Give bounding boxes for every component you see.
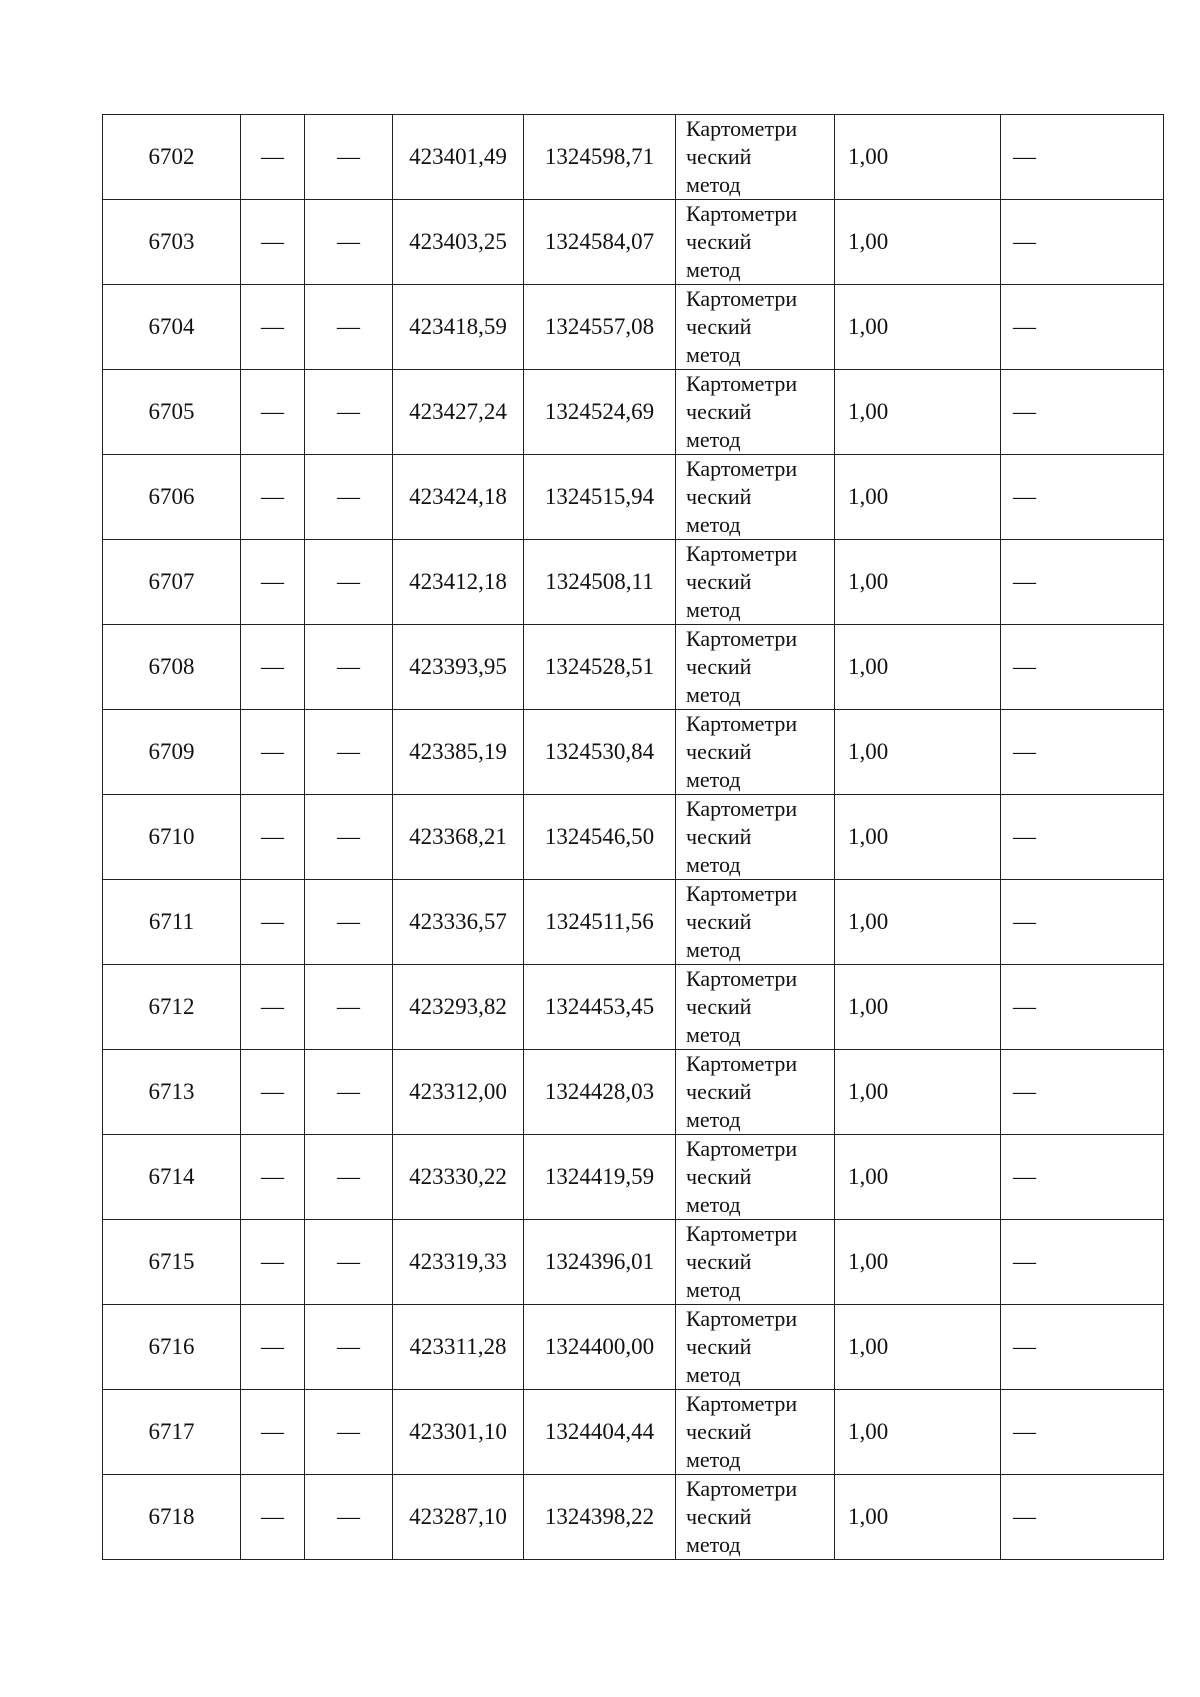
method-text-line: Картометри	[686, 626, 798, 651]
method-text-line: Картометри	[686, 371, 798, 396]
point-number-cell: 6703	[103, 200, 241, 285]
method-text-line: метод	[686, 597, 741, 622]
accuracy-cell: 1,00	[835, 625, 1001, 710]
x-coordinate-cell: 423293,82	[393, 965, 524, 1050]
method-text-line: Картометри	[686, 201, 798, 226]
method-text-line: ческий	[686, 739, 752, 764]
accuracy-cell: 1,00	[835, 710, 1001, 795]
method-cell	[676, 455, 835, 540]
y-coordinate-cell: 1324398,22	[524, 1475, 676, 1560]
description-cell: —	[1001, 285, 1164, 370]
accuracy-cell: 1,00	[835, 965, 1001, 1050]
method-text-line: ческий	[686, 399, 752, 424]
accuracy-cell: 1,00	[835, 285, 1001, 370]
empty-value-cell: —	[241, 285, 305, 370]
method-text-line: Картометри	[686, 541, 798, 566]
method-text-line: ческий	[686, 1504, 752, 1529]
table-row	[103, 880, 1164, 965]
empty-value-cell: —	[241, 1475, 305, 1560]
description-cell: —	[1001, 1305, 1164, 1390]
method-text-line: метод	[686, 1192, 741, 1217]
method-cell	[676, 370, 835, 455]
method-text-line: метод	[686, 1447, 741, 1472]
empty-value-cell: —	[305, 370, 393, 455]
y-coordinate-cell: 1324598,71	[524, 115, 676, 200]
accuracy-cell: 1,00	[835, 370, 1001, 455]
empty-value-cell: —	[305, 285, 393, 370]
table-row	[103, 115, 1164, 200]
method-text-line: ческий	[686, 994, 752, 1019]
empty-value-cell: —	[241, 965, 305, 1050]
method-text-line: Картометри	[686, 456, 798, 481]
x-coordinate-cell: 423412,18	[393, 540, 524, 625]
method-text-line: Картометри	[686, 966, 798, 991]
table-row	[103, 1135, 1164, 1220]
method-cell	[676, 115, 835, 200]
point-number-cell: 6709	[103, 710, 241, 795]
empty-value-cell: —	[305, 1305, 393, 1390]
table-row	[103, 540, 1164, 625]
description-cell: —	[1001, 625, 1164, 710]
point-number-cell: 6704	[103, 285, 241, 370]
description-cell: —	[1001, 1050, 1164, 1135]
description-cell: —	[1001, 1220, 1164, 1305]
method-text-line: Картометри	[686, 711, 798, 736]
y-coordinate-cell: 1324508,11	[524, 540, 676, 625]
method-text-line: метод	[686, 1277, 741, 1302]
empty-value-cell: —	[305, 115, 393, 200]
method-text-line: метод	[686, 427, 741, 452]
accuracy-cell: 1,00	[835, 795, 1001, 880]
table-row	[103, 1050, 1164, 1135]
point-number-cell: 6708	[103, 625, 241, 710]
x-coordinate-cell: 423403,25	[393, 200, 524, 285]
empty-value-cell: —	[305, 200, 393, 285]
empty-value-cell: —	[305, 710, 393, 795]
method-cell	[676, 540, 835, 625]
table-row	[103, 200, 1164, 285]
x-coordinate-cell: 423287,10	[393, 1475, 524, 1560]
empty-value-cell: —	[241, 880, 305, 965]
method-cell	[676, 200, 835, 285]
empty-value-cell: —	[305, 1220, 393, 1305]
y-coordinate-cell: 1324515,94	[524, 455, 676, 540]
accuracy-cell: 1,00	[835, 540, 1001, 625]
method-text-line: ческий	[686, 824, 752, 849]
method-text-line: метод	[686, 512, 741, 537]
description-cell: —	[1001, 1390, 1164, 1475]
method-cell	[676, 965, 835, 1050]
method-text-line: Картометри	[686, 1391, 798, 1416]
x-coordinate-cell: 423393,95	[393, 625, 524, 710]
y-coordinate-cell: 1324528,51	[524, 625, 676, 710]
table-row	[103, 1305, 1164, 1390]
y-coordinate-cell: 1324400,00	[524, 1305, 676, 1390]
method-text-line: Картометри	[686, 1051, 798, 1076]
empty-value-cell: —	[241, 455, 305, 540]
empty-value-cell: —	[305, 795, 393, 880]
accuracy-cell: 1,00	[835, 1390, 1001, 1475]
method-cell	[676, 795, 835, 880]
table-row	[103, 370, 1164, 455]
point-number-cell: 6705	[103, 370, 241, 455]
point-number-cell: 6717	[103, 1390, 241, 1475]
table-row	[103, 1475, 1164, 1560]
x-coordinate-cell: 423424,18	[393, 455, 524, 540]
method-text-line: ческий	[686, 229, 752, 254]
method-text-line: метод	[686, 937, 741, 962]
accuracy-cell: 1,00	[835, 1220, 1001, 1305]
x-coordinate-cell: 423311,28	[393, 1305, 524, 1390]
x-coordinate-cell: 423312,00	[393, 1050, 524, 1135]
x-coordinate-cell: 423418,59	[393, 285, 524, 370]
empty-value-cell: —	[305, 1475, 393, 1560]
method-cell	[676, 285, 835, 370]
x-coordinate-cell: 423427,24	[393, 370, 524, 455]
method-text-line: ческий	[686, 314, 752, 339]
method-cell	[676, 880, 835, 965]
x-coordinate-cell: 423301,10	[393, 1390, 524, 1475]
table-row	[103, 285, 1164, 370]
table-row	[103, 710, 1164, 795]
accuracy-cell: 1,00	[835, 1050, 1001, 1135]
method-text-line: метод	[686, 682, 741, 707]
empty-value-cell: —	[241, 200, 305, 285]
method-text-line: метод	[686, 1532, 741, 1557]
description-cell: —	[1001, 200, 1164, 285]
point-number-cell: 6702	[103, 115, 241, 200]
method-text-line: ческий	[686, 144, 752, 169]
empty-value-cell: —	[305, 625, 393, 710]
empty-value-cell: —	[241, 1390, 305, 1475]
method-cell	[676, 1135, 835, 1220]
accuracy-cell: 1,00	[835, 1305, 1001, 1390]
empty-value-cell: —	[241, 1305, 305, 1390]
table-body	[103, 115, 1164, 1560]
y-coordinate-cell: 1324428,03	[524, 1050, 676, 1135]
description-cell: —	[1001, 710, 1164, 795]
method-text-line: Картометри	[686, 1221, 798, 1246]
method-text-line: ческий	[686, 654, 752, 679]
method-text-line: ческий	[686, 1079, 752, 1104]
table-row	[103, 795, 1164, 880]
empty-value-cell: —	[241, 115, 305, 200]
method-text-line: Картометри	[686, 286, 798, 311]
method-text-line: Картометри	[686, 1476, 798, 1501]
method-text-line: ческий	[686, 1334, 752, 1359]
empty-value-cell: —	[305, 1050, 393, 1135]
point-number-cell: 6706	[103, 455, 241, 540]
method-cell	[676, 1220, 835, 1305]
accuracy-cell: 1,00	[835, 880, 1001, 965]
empty-value-cell: —	[305, 1390, 393, 1475]
x-coordinate-cell: 423319,33	[393, 1220, 524, 1305]
table-row	[103, 625, 1164, 710]
empty-value-cell: —	[241, 540, 305, 625]
y-coordinate-cell: 1324584,07	[524, 200, 676, 285]
empty-value-cell: —	[241, 1135, 305, 1220]
coordinates-table	[102, 114, 1164, 1560]
table-row	[103, 455, 1164, 540]
accuracy-cell: 1,00	[835, 1135, 1001, 1220]
point-number-cell: 6714	[103, 1135, 241, 1220]
method-cell	[676, 710, 835, 795]
accuracy-cell: 1,00	[835, 1475, 1001, 1560]
x-coordinate-cell: 423330,22	[393, 1135, 524, 1220]
empty-value-cell: —	[305, 1135, 393, 1220]
accuracy-cell: 1,00	[835, 115, 1001, 200]
method-text-line: метод	[686, 1022, 741, 1047]
x-coordinate-cell: 423336,57	[393, 880, 524, 965]
description-cell: —	[1001, 880, 1164, 965]
empty-value-cell: —	[241, 370, 305, 455]
empty-value-cell: —	[241, 795, 305, 880]
x-coordinate-cell: 423368,21	[393, 795, 524, 880]
description-cell: —	[1001, 1135, 1164, 1220]
method-text-line: ческий	[686, 1249, 752, 1274]
method-text-line: метод	[686, 342, 741, 367]
method-cell	[676, 1390, 835, 1475]
empty-value-cell: —	[241, 625, 305, 710]
method-text-line: ческий	[686, 909, 752, 934]
method-text-line: Картометри	[686, 1136, 798, 1161]
empty-value-cell: —	[305, 540, 393, 625]
y-coordinate-cell: 1324524,69	[524, 370, 676, 455]
point-number-cell: 6713	[103, 1050, 241, 1135]
table-row	[103, 965, 1164, 1050]
empty-value-cell: —	[305, 455, 393, 540]
method-cell	[676, 1050, 835, 1135]
method-cell	[676, 1475, 835, 1560]
table-row	[103, 1220, 1164, 1305]
method-text-line: метод	[686, 1362, 741, 1387]
method-text-line: ческий	[686, 484, 752, 509]
method-cell	[676, 625, 835, 710]
empty-value-cell: —	[241, 710, 305, 795]
point-number-cell: 6710	[103, 795, 241, 880]
point-number-cell: 6716	[103, 1305, 241, 1390]
point-number-cell: 6712	[103, 965, 241, 1050]
method-text-line: метод	[686, 1107, 741, 1132]
y-coordinate-cell: 1324511,56	[524, 880, 676, 965]
method-cell	[676, 1305, 835, 1390]
point-number-cell: 6711	[103, 880, 241, 965]
x-coordinate-cell: 423385,19	[393, 710, 524, 795]
point-number-cell: 6707	[103, 540, 241, 625]
empty-value-cell: —	[305, 880, 393, 965]
empty-value-cell: —	[241, 1220, 305, 1305]
point-number-cell: 6718	[103, 1475, 241, 1560]
method-text-line: метод	[686, 172, 741, 197]
empty-value-cell: —	[241, 1050, 305, 1135]
accuracy-cell: 1,00	[835, 455, 1001, 540]
description-cell: —	[1001, 115, 1164, 200]
method-text-line: Картометри	[686, 116, 798, 141]
method-text-line: Картометри	[686, 881, 798, 906]
method-text-line: ческий	[686, 1164, 752, 1189]
method-text-line: Картометри	[686, 1306, 798, 1331]
method-text-line: Картометри	[686, 796, 798, 821]
x-coordinate-cell: 423401,49	[393, 115, 524, 200]
y-coordinate-cell: 1324557,08	[524, 285, 676, 370]
description-cell: —	[1001, 370, 1164, 455]
y-coordinate-cell: 1324419,59	[524, 1135, 676, 1220]
y-coordinate-cell: 1324530,84	[524, 710, 676, 795]
description-cell: —	[1001, 1475, 1164, 1560]
method-text-line: метод	[686, 852, 741, 877]
description-cell: —	[1001, 965, 1164, 1050]
method-text-line: ческий	[686, 1419, 752, 1444]
y-coordinate-cell: 1324404,44	[524, 1390, 676, 1475]
description-cell: —	[1001, 540, 1164, 625]
empty-value-cell: —	[305, 965, 393, 1050]
y-coordinate-cell: 1324546,50	[524, 795, 676, 880]
accuracy-cell: 1,00	[835, 200, 1001, 285]
y-coordinate-cell: 1324453,45	[524, 965, 676, 1050]
method-text-line: метод	[686, 767, 741, 792]
point-number-cell: 6715	[103, 1220, 241, 1305]
y-coordinate-cell: 1324396,01	[524, 1220, 676, 1305]
description-cell: —	[1001, 455, 1164, 540]
table-row	[103, 1390, 1164, 1475]
description-cell: —	[1001, 795, 1164, 880]
method-text-line: ческий	[686, 569, 752, 594]
method-text-line: метод	[686, 257, 741, 282]
